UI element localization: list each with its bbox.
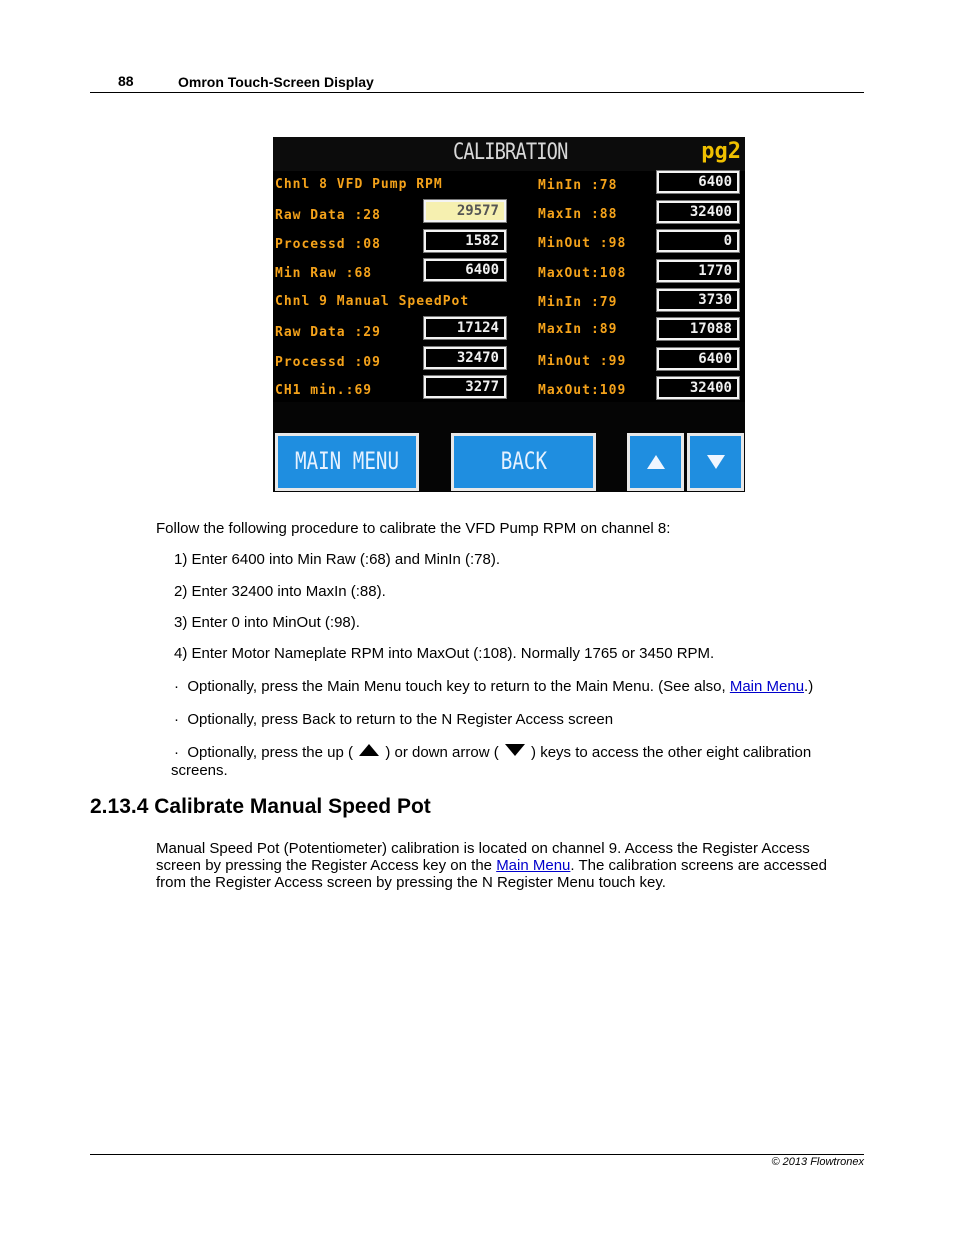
step-3: 3) Enter 0 into MinOut (:98). bbox=[174, 614, 360, 631]
row-left-label: Raw Data :28 bbox=[275, 208, 381, 223]
bullet-back bbox=[174, 711, 613, 728]
screen-title-bar bbox=[273, 137, 745, 171]
bullet-marker: · bbox=[174, 744, 179, 761]
bullet-text: Optionally, press the Main Menu touch key to return to the Main Menu. (See also, bbox=[187, 678, 730, 695]
bullet-main-menu bbox=[174, 678, 813, 695]
row-left-label: Min Raw :68 bbox=[275, 266, 373, 281]
bullet-text: Optionally, press the up ( bbox=[187, 744, 353, 761]
main-menu-link[interactable]: Main Menu bbox=[729, 678, 805, 695]
bullet-text-end: .) bbox=[804, 678, 814, 695]
header-title: Omron Touch-Screen Display bbox=[178, 74, 374, 90]
left-value-field[interactable]: 17124 bbox=[424, 317, 506, 339]
screen-title: CALIBRATION bbox=[453, 140, 568, 165]
screen-page-tag: pg2 bbox=[701, 139, 741, 164]
row-left-label: Processd :08 bbox=[275, 237, 381, 252]
up-arrow-button[interactable] bbox=[627, 433, 684, 491]
bullet-arrows-continued: screens. bbox=[171, 762, 228, 779]
row-right-label: MaxOut:109 bbox=[538, 383, 627, 398]
main-menu-link[interactable]: Main Menu bbox=[496, 857, 571, 874]
right-value-field[interactable]: 6400 bbox=[657, 171, 739, 193]
page-footer bbox=[90, 1154, 864, 1172]
calibration-screen-image bbox=[273, 137, 745, 492]
row-right-label: MaxOut:108 bbox=[538, 266, 627, 281]
section-line-1: Manual Speed Pot (Potentiometer) calibration is located on channel 9. Access the Register Access bbox=[156, 840, 810, 857]
row-right-label: MinIn :78 bbox=[538, 178, 618, 193]
row-right-label: MaxIn :89 bbox=[538, 322, 618, 337]
step-2: 2) Enter 32400 into MaxIn (:88). bbox=[174, 583, 386, 600]
bullet-marker: · bbox=[174, 678, 179, 695]
bullet-text: Optionally, press Back to return to the N Register Access screen bbox=[187, 711, 614, 728]
step-4: 4) Enter Motor Nameplate RPM into MaxOut (:108). Normally 1765 or 3450 RPM. bbox=[174, 645, 715, 662]
section-line-3: from the Register Access screen by pressing the N Register Menu touch key. bbox=[156, 874, 666, 891]
back-button[interactable] bbox=[451, 433, 596, 491]
page-header bbox=[90, 72, 864, 93]
bullet-text: ) keys to access the other eight calibration bbox=[531, 744, 812, 761]
right-value-field[interactable]: 32400 bbox=[657, 377, 739, 399]
down-arrow-button[interactable] bbox=[687, 433, 744, 491]
section-text: screen by pressing the Register Access key on the bbox=[156, 857, 497, 874]
left-value-field[interactable]: 6400 bbox=[424, 259, 506, 281]
right-value-field[interactable]: 17088 bbox=[657, 318, 739, 340]
section-line-2 bbox=[156, 857, 827, 874]
row-left-label: Chnl 9 Manual SpeedPot bbox=[275, 294, 470, 309]
left-value-field[interactable]: 1582 bbox=[424, 230, 506, 252]
row-right-label: MinIn :79 bbox=[538, 295, 618, 310]
down-arrow-icon bbox=[505, 744, 525, 756]
main-menu-label: MAIN MENU bbox=[294, 447, 400, 475]
page-number: 88 bbox=[118, 73, 134, 89]
up-arrow-icon bbox=[647, 455, 665, 469]
up-arrow-icon bbox=[359, 744, 379, 756]
row-right-label: MaxIn :88 bbox=[538, 207, 618, 222]
intro-paragraph: Follow the following procedure to calibrate the VFD Pump RPM on channel 8: bbox=[156, 520, 671, 537]
down-arrow-icon bbox=[707, 455, 725, 469]
bullet-marker: · bbox=[174, 711, 179, 728]
step-1: 1) Enter 6400 into Min Raw (:68) and MinIn (:78). bbox=[174, 551, 500, 568]
row-left-label: Chnl 8 VFD Pump RPM bbox=[275, 177, 443, 192]
right-value-field[interactable]: 6400 bbox=[657, 348, 739, 370]
main-menu-button[interactable] bbox=[275, 433, 419, 491]
right-value-field[interactable]: 3730 bbox=[657, 289, 739, 311]
section-text-end: . The calibration screens are accessed bbox=[570, 857, 827, 874]
bullet-text: ) or down arrow ( bbox=[385, 744, 499, 761]
row-left-label: Raw Data :29 bbox=[275, 325, 381, 340]
row-left-label: CH1 min.:69 bbox=[275, 383, 373, 398]
bullet-arrows bbox=[174, 744, 811, 761]
left-value-field[interactable]: 32470 bbox=[424, 347, 506, 369]
left-value-field[interactable]: 3277 bbox=[424, 376, 506, 398]
row-left-label: Processd :09 bbox=[275, 355, 381, 370]
right-value-field[interactable]: 32400 bbox=[657, 201, 739, 223]
right-value-field[interactable]: 0 bbox=[657, 230, 739, 252]
back-label: BACK bbox=[500, 447, 547, 475]
row-right-label: MinOut :99 bbox=[538, 354, 627, 369]
left-value-field[interactable]: 29577 bbox=[424, 200, 506, 222]
copyright: © 2013 Flowtronex bbox=[771, 1156, 864, 1168]
row-right-label: MinOut :98 bbox=[538, 236, 627, 251]
section-heading: 2.13.4 Calibrate Manual Speed Pot bbox=[90, 795, 431, 818]
right-value-field[interactable]: 1770 bbox=[657, 260, 739, 282]
